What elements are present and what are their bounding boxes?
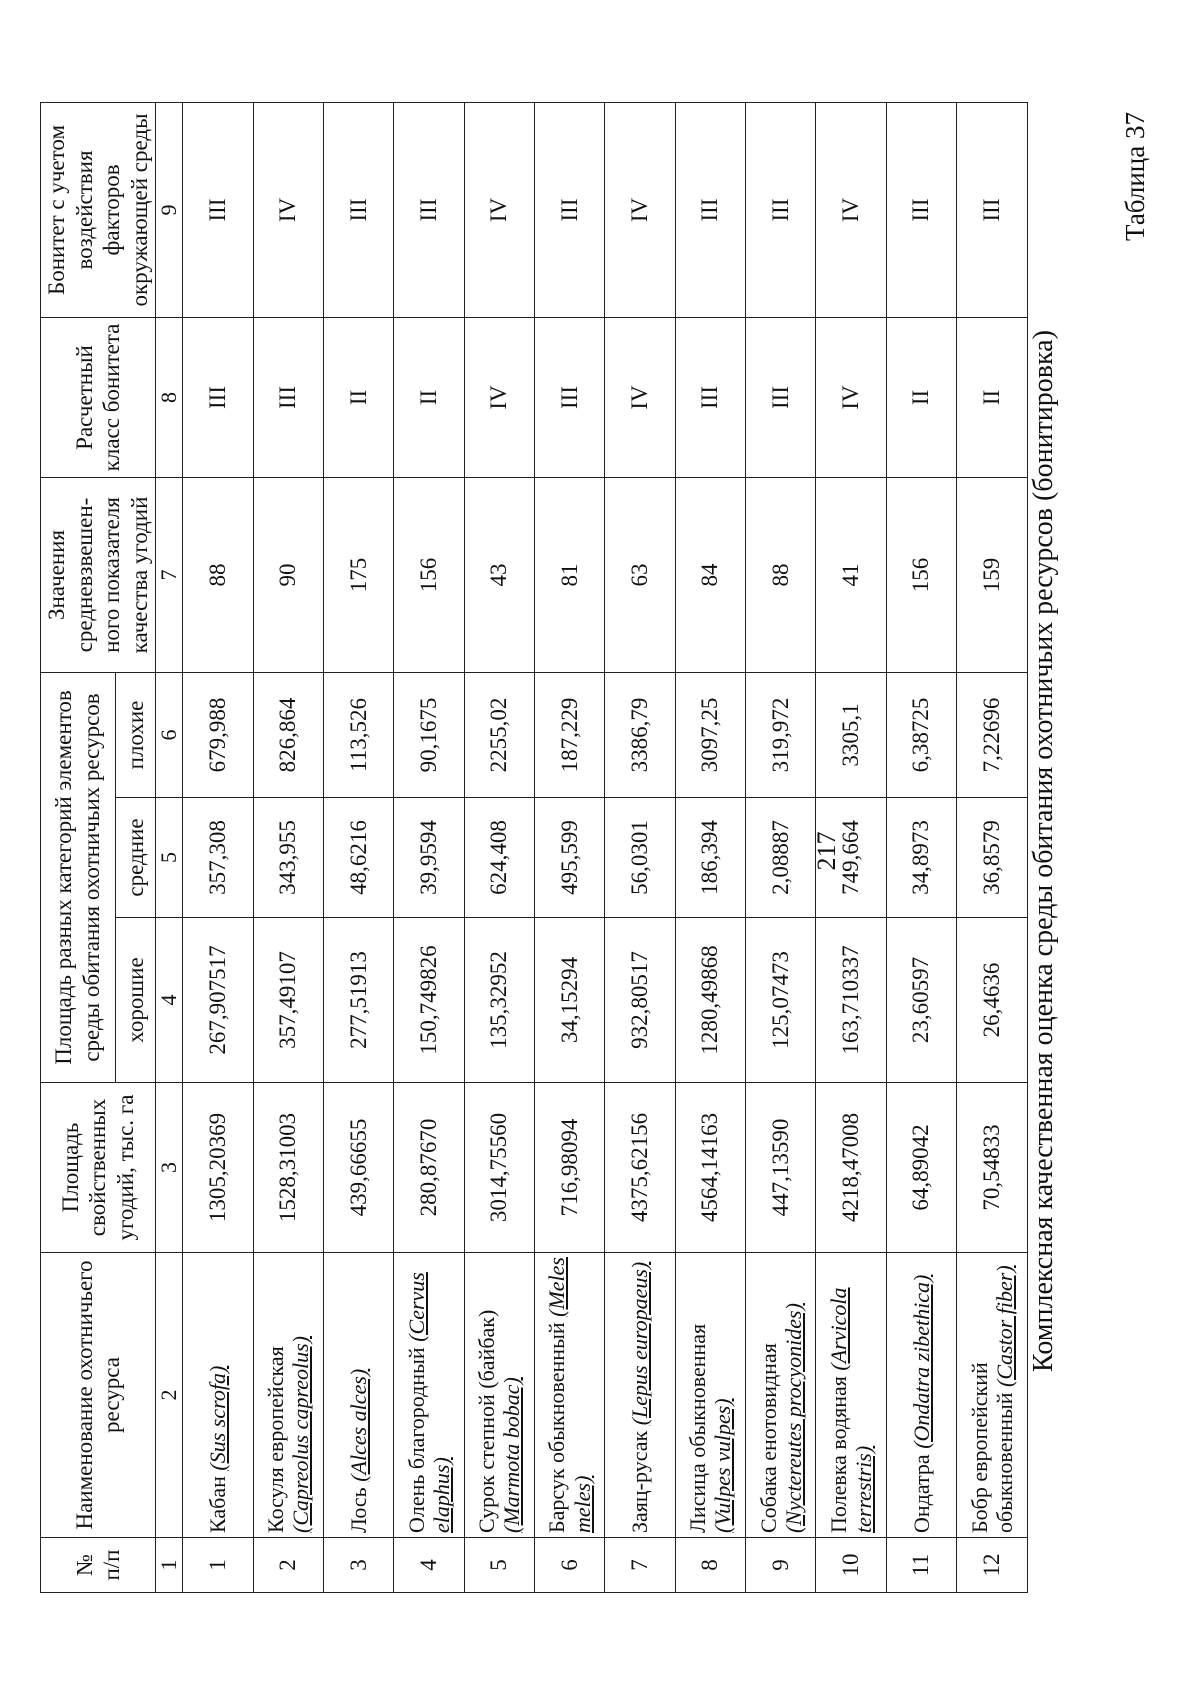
cell-medium: 495,599 <box>535 798 605 918</box>
cell-calc-class: III <box>675 317 745 477</box>
species-name: Олень благородный <box>403 1347 429 1533</box>
col-number: 3 <box>156 1083 183 1253</box>
cell-num: 4 <box>394 1538 464 1593</box>
cell-num: 10 <box>816 1538 886 1593</box>
cell-good: 357,49107 <box>253 918 323 1083</box>
cell-good: 1280,49868 <box>675 918 745 1083</box>
header-good: хорошие <box>115 918 156 1083</box>
cell-good: 150,749826 <box>394 918 464 1083</box>
cell-good: 932,80517 <box>605 918 675 1083</box>
cell-bad: 6,38725 <box>886 672 956 797</box>
header-avg: Значения средневзвешен-ного показателя качества угодий <box>41 477 156 672</box>
table-row <box>535 102 605 1592</box>
table-label: Таблица 37 <box>1120 112 1150 241</box>
table-row <box>816 102 886 1592</box>
species-latin-name: (Sus scrofa) <box>205 1365 231 1471</box>
col-number: 7 <box>156 477 183 672</box>
species-name: Барсук обыкновенный <box>544 1322 570 1533</box>
cell-bad: 679,988 <box>183 672 253 797</box>
cell-env-class: IV <box>464 102 534 317</box>
cell-bad: 3097,25 <box>675 672 745 797</box>
cell-area: 4375,62156 <box>605 1083 675 1253</box>
cell-calc-class: IV <box>605 317 675 477</box>
table-body <box>183 102 1027 1592</box>
cell-calc-class: III <box>535 317 605 477</box>
cell-num: 5 <box>464 1538 534 1593</box>
species-name: Полевка водяная <box>825 1376 851 1533</box>
table-row <box>464 102 534 1592</box>
cell-num: 9 <box>746 1538 816 1593</box>
table-row <box>253 102 323 1592</box>
cell-avg: 88 <box>746 477 816 672</box>
cell-area: 280,87670 <box>394 1083 464 1253</box>
cell-good: 277,51913 <box>324 918 394 1083</box>
cell-bad: 3386,79 <box>605 672 675 797</box>
cell-env-class: III <box>535 102 605 317</box>
header-calc-class: Расчетный класс бонитета <box>41 317 156 477</box>
cell-medium: 749,664 <box>816 798 886 918</box>
cell-bad: 826,864 <box>253 672 323 797</box>
cell-medium: 624,408 <box>464 798 534 918</box>
cell-name <box>253 1253 323 1538</box>
cell-calc-class: III <box>253 317 323 477</box>
cell-avg: 81 <box>535 477 605 672</box>
cell-name <box>464 1253 534 1538</box>
cell-bad: 113,526 <box>324 672 394 797</box>
species-latin-name: (Arvicola terrestris) <box>825 1287 877 1533</box>
cell-area: 3014,75560 <box>464 1083 534 1253</box>
header-medium: средние <box>115 798 156 918</box>
species-name: Заяц-русак <box>627 1430 653 1533</box>
cell-name <box>535 1253 605 1538</box>
cell-good: 135,32952 <box>464 918 534 1083</box>
table-row <box>394 102 464 1592</box>
cell-medium: 357,308 <box>183 798 253 918</box>
cell-env-class: III <box>886 102 956 317</box>
cell-env-class: IV <box>253 102 323 317</box>
cell-medium: 48,6216 <box>324 798 394 918</box>
cell-good: 34,15294 <box>535 918 605 1083</box>
table-row <box>957 102 1027 1592</box>
cell-num: 12 <box>957 1538 1027 1593</box>
cell-num: 7 <box>605 1538 675 1593</box>
cell-medium: 343,955 <box>253 798 323 918</box>
cell-name <box>394 1253 464 1538</box>
species-latin-name: (Castor fiber) <box>991 1265 1017 1387</box>
species-name: Собака енотовидная <box>755 1343 781 1533</box>
cell-medium: 34,8973 <box>886 798 956 918</box>
species-name: Кабан <box>205 1476 231 1533</box>
cell-bad: 2255,02 <box>464 672 534 797</box>
cell-avg: 90 <box>253 477 323 672</box>
cell-calc-class: III <box>746 317 816 477</box>
cell-name <box>675 1253 745 1538</box>
col-number: 9 <box>156 102 183 317</box>
cell-num: 1 <box>183 1538 253 1593</box>
cell-num: 3 <box>324 1538 394 1593</box>
species-latin-name: (Vulpes vulpes) <box>710 1398 736 1533</box>
cell-area: 70,54833 <box>957 1083 1027 1253</box>
cell-calc-class: IV <box>464 317 534 477</box>
table-title: Комплексная качественная оценка среды обитания охотничьих ресурсов (бонитировка) <box>1028 330 1059 1372</box>
cell-bad: 3305,1 <box>816 672 886 797</box>
species-name: Ондатра <box>908 1454 934 1533</box>
cell-bad: 187,229 <box>535 672 605 797</box>
species-latin-name: (Cervus elaphus) <box>403 1272 455 1533</box>
header-env-class: Бонитет с учетом воздействия факторов окружающей среды <box>41 102 156 317</box>
table-row <box>886 102 956 1592</box>
cell-avg: 43 <box>464 477 534 672</box>
species-latin-name: (Lepus europaeus) <box>627 1261 653 1426</box>
table-row <box>183 102 253 1592</box>
header-categories: Площадь разных категорий элементов среды обитания охотничьих ресурсов <box>41 672 116 1082</box>
cell-num: 11 <box>886 1538 956 1593</box>
species-name: Лось <box>346 1487 372 1533</box>
cell-area: 1528,31003 <box>253 1083 323 1253</box>
cell-area: 439,66655 <box>324 1083 394 1253</box>
table-row <box>746 102 816 1592</box>
species-name: Бобр европейский обыкновенный <box>966 1362 1017 1533</box>
cell-env-class: III <box>957 102 1027 317</box>
species-name: Косуля европейская <box>263 1346 289 1533</box>
cell-area: 447,13590 <box>746 1083 816 1253</box>
cell-area: 64,89042 <box>886 1083 956 1253</box>
cell-good: 23,60597 <box>886 918 956 1083</box>
cell-num: 8 <box>675 1538 745 1593</box>
species-latin-name: (Alces alces) <box>346 1368 372 1482</box>
cell-good: 267,907517 <box>183 918 253 1083</box>
cell-calc-class: III <box>183 317 253 477</box>
cell-good: 163,710337 <box>816 918 886 1083</box>
cell-name <box>746 1253 816 1538</box>
cell-medium: 2,08887 <box>746 798 816 918</box>
table-row <box>605 102 675 1592</box>
species-latin-name: (Nyctereutes procyonides) <box>780 1303 806 1533</box>
cell-name <box>605 1253 675 1538</box>
cell-env-class: IV <box>605 102 675 317</box>
cell-avg: 88 <box>183 477 253 672</box>
cell-avg: 156 <box>886 477 956 672</box>
cell-calc-class: II <box>886 317 956 477</box>
species-latin-name: (Meles meles) <box>544 1257 595 1533</box>
cell-env-class: III <box>183 102 253 317</box>
cell-medium: 56,0301 <box>605 798 675 918</box>
page-number: 217 <box>812 831 841 871</box>
cell-bad: 319,972 <box>746 672 816 797</box>
header-num: № п/п <box>41 1538 156 1593</box>
cell-area: 4218,47008 <box>816 1083 886 1253</box>
cell-num: 2 <box>253 1538 323 1593</box>
cell-name <box>816 1253 886 1538</box>
col-number: 4 <box>156 918 183 1083</box>
cell-env-class: III <box>675 102 745 317</box>
species-name: Сурок степной (байбак) <box>474 1309 500 1533</box>
col-number: 5 <box>156 798 183 918</box>
species-latin-name: (Ondatra zibethica) <box>908 1274 934 1449</box>
col-number: 1 <box>156 1538 183 1593</box>
cell-avg: 156 <box>394 477 464 672</box>
cell-num: 6 <box>535 1538 605 1593</box>
cell-calc-class: II <box>324 317 394 477</box>
cell-calc-class: IV <box>816 317 886 477</box>
cell-area: 1305,20369 <box>183 1083 253 1253</box>
table-row <box>675 102 745 1592</box>
cell-name <box>324 1253 394 1538</box>
cell-calc-class: II <box>957 317 1027 477</box>
cell-avg: 41 <box>816 477 886 672</box>
cell-medium: 39,9594 <box>394 798 464 918</box>
cell-medium: 36,8579 <box>957 798 1027 918</box>
cell-medium: 186,394 <box>675 798 745 918</box>
bonitet-table <box>40 102 1028 1593</box>
header-area: Площадь свойственных угодий, тыс. га <box>41 1083 156 1253</box>
cell-good: 125,07473 <box>746 918 816 1083</box>
cell-avg: 63 <box>605 477 675 672</box>
col-number: 6 <box>156 672 183 797</box>
header-bad: плохие <box>115 672 156 797</box>
col-number: 2 <box>156 1253 183 1538</box>
table-row <box>324 102 394 1592</box>
cell-env-class: III <box>746 102 816 317</box>
species-latin-name: (Capreolus capreolus) <box>288 1336 314 1533</box>
col-number: 8 <box>156 317 183 477</box>
cell-area: 4564,14163 <box>675 1083 745 1253</box>
cell-bad: 7,22696 <box>957 672 1027 797</box>
cell-good: 26,4636 <box>957 918 1027 1083</box>
header-name: Наименование охотничьего ресурса <box>41 1253 156 1538</box>
species-latin-name: (Marmota bobac) <box>499 1377 525 1533</box>
species-name: Лисица обыкновенная <box>685 1323 711 1533</box>
cell-env-class: III <box>324 102 394 317</box>
cell-bad: 90,1675 <box>394 672 464 797</box>
cell-name <box>957 1253 1027 1538</box>
cell-avg: 84 <box>675 477 745 672</box>
cell-calc-class: II <box>394 317 464 477</box>
cell-area: 716,98094 <box>535 1083 605 1253</box>
cell-env-class: IV <box>816 102 886 317</box>
cell-avg: 175 <box>324 477 394 672</box>
cell-avg: 159 <box>957 477 1027 672</box>
cell-name <box>886 1253 956 1538</box>
cell-name <box>183 1253 253 1538</box>
cell-env-class: III <box>394 102 464 317</box>
